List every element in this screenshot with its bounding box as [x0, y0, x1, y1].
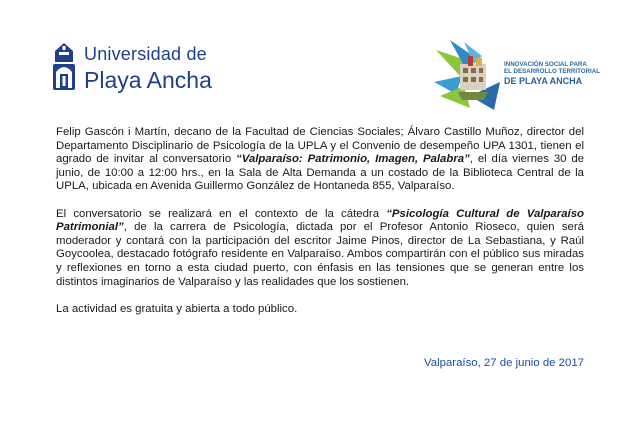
invitation-paragraph-2 [56, 208, 584, 290]
upla-logo-line1: Universidad de [84, 44, 207, 64]
upla-logo [50, 42, 250, 96]
course-title: “Psicología Cultural de Valparaíso Patrimonial” [56, 207, 584, 234]
innovation-emblem-icon [430, 36, 508, 114]
invitation-body [56, 126, 584, 330]
upla-logo-line2: Playa Ancha [84, 67, 212, 93]
p1-text-b: , el día viernes 30 de junio, de 10:00 a 12:00 hrs., en la Sala de Alta Demanda a un costado de la Biblioteca Central de la UPLA, ubicada en Avenida Guillermo González de Hontaneda 855, Valparaíso. [56, 153, 585, 193]
invitation-paragraph-3: La actividad es gratuita y abierta a todo público. [56, 302, 298, 315]
innovation-logo-line2: EL DESARROLLO TERRITORIAL [504, 68, 601, 76]
p2-text-a: El conversatorio se realizará en el contexto de la cátedra [56, 207, 387, 220]
innovation-logo-text [504, 61, 600, 87]
innovation-logo-line3: DE PLAYA ANCHA [504, 76, 583, 87]
letterhead [0, 36, 640, 116]
innovation-logo-line1: INNOVACIÓN SOCIAL PARA [504, 61, 587, 68]
innovation-logo [430, 36, 600, 114]
university-crest-icon [50, 42, 78, 94]
event-title: “Valparaíso: Patrimonio, Imagen, Palabra” [236, 153, 470, 166]
date-line: Valparaíso, 27 de junio de 2017 [423, 357, 584, 369]
p1-text-a: Felip Gascón i Martín, decano de la Facultad de Ciencias Sociales; Álvaro Castillo Muñoz, director del Departamento Disciplinario de Psicología de la UPLA y el Convenio de desempeño UPA 1301, tienen el agrado de invitar al conversatorio [56, 126, 584, 166]
invitation-paragraph-1 [56, 126, 584, 194]
p2-text-b: , de la carrera de Psicología, dictada por el Profesor Antonio Rioseco, quien será moderador y contará con la participación del escritor Jaime Pinos, director de La Sebastiana, y Raúl Goycoolea, destacado fotógrafo residente en Valparaíso. Ambos compartirán con el público sus miradas y reflexiones en torno a esta ciudad puerto, con énfasis en las tensiones que se generan entre los distintos imaginarios de Valparaíso y las realidades que los sostienen. [56, 221, 584, 288]
